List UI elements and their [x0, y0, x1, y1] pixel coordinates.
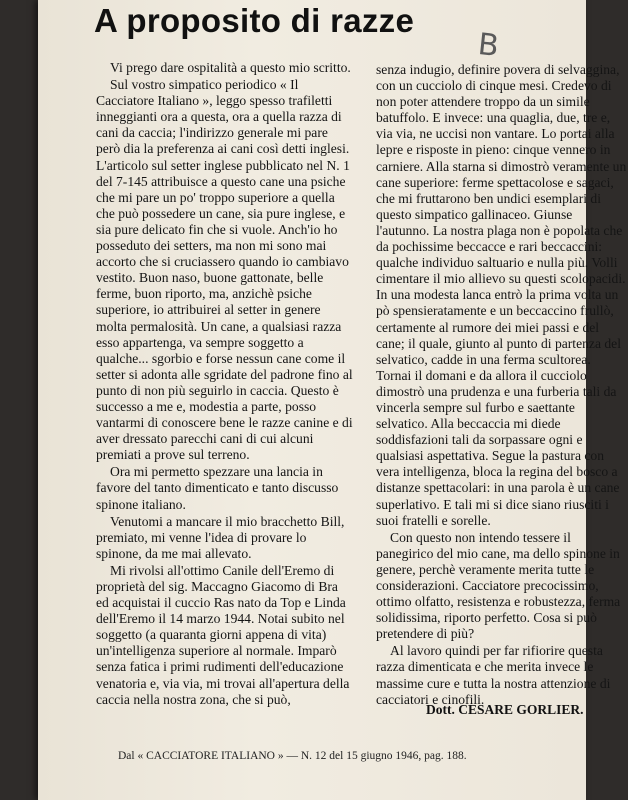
source-footer: Dal « CACCIATORE ITALIANO » — N. 12 del 15 giugno 1946, pag. 188. [118, 750, 467, 762]
handwritten-mark: B [476, 27, 501, 64]
left-column [96, 60, 354, 709]
paragraph: Ora mi permetto spezzare una lancia in favore del tanto dimenticato e tanto discusso spinone italiano. [96, 464, 339, 512]
paragraph: Vi prego dare ospitalità a questo mio scritto. [110, 60, 351, 75]
article-title: A proposito di razze [94, 2, 415, 39]
newspaper-clipping [38, 0, 627, 800]
author-signature: Dott. CESARE GORLIER. [426, 702, 584, 717]
paragraph: senza indugio, definire povera di selvaggina, con un cucciolo di cinque mesi. Credevo di non poter attendere troppo da un simile batuffolo. E invece: una quaglia, due, tre e, via via, ne uccisi non vantare. Lo portai alla lepre e risposte in pieno: cinque vennero in carniere. Alla starna si dimostrò veramente un cane superiore: ferme spettacolose e sagaci, che mi fruttarono ben undici esemplari di questo simpatico gallinaceo. Giunse l'autunno. La nostra plaga non è popolata che da pochissime beccacce e rari beccaccini: qualche individuo saltuario e nulla più. Volli cimentare il mio allievo su questi scolopacidi. In una modesta lanca entrò la prima volta un pò spensieratamente e un beccaccino frullò, certamente al rumore dei miei passi e del cane; il quale, giunto al punto di partenza del selvatico, cadde in una ferma scultorea. Tornai il domani e da allora il cucciolo dimostrò una prudenza e una furberia tali da vincerla sempre sul furbo e saettante selvatico. Alla beccaccia mi diede soddisfazioni tali da sorpassare ogni e qualsiasi aspettativa. Segue la pastura con vera intelligenza, bloca la regina del bosco a distanze spettacolari: in una parola è un cane superlativo. E tali mi si dice siano riusciti i suoi fratelli e sorelle. [376, 62, 627, 528]
paragraph: Mi rivolsi all'ottimo Canile dell'Eremo di proprietà del sig. Maccagno Giacomo di Bra ed acquistai il cuccio Ras nato da Top e Linda dell'Eremo il 14 marzo 1944. Notai subito nel soggetto (a quaranta giorni appena di vita) un'intelligenza superiore al normale. Imparò senza fatica i primi rudimenti dell'educazione venatoria e, via via, mi trovai all'apertura della caccia nella nostra zona, che si può, [96, 562, 350, 707]
paragraph: Con questo non intendo tessere il panegirico del mio cane, ma dello spinone in genere, perchè veramente merita tutte le considerazioni. Cacciatore precocissimo, ottimo olfatto, resistenza e robustezza, ferma solidissima, riporto perfetto. Cosa si può pretendere di più? [376, 529, 621, 642]
right-column [376, 62, 628, 709]
paragraph: Al lavoro quindi per far rifiorire questa razza dimenticata e che merita invece le massime cure e tutta la nostra attenzione di cacciatori e cinofili. [376, 643, 611, 707]
paragraph: Venutomi a mancare il mio bracchetto Bill, premiato, mi venne l'idea di provare lo spinone, da me mai allevato. [96, 513, 345, 561]
paragraph: Sul vostro simpatico periodico « Il Cacciatore Italiano », leggo spesso trafiletti inneggianti ora a questa, ora a quella razza di cani da caccia; l'indirizzo generale mi pare però dia la preferenza ai cani così detti inglesi. L'articolo sul setter inglese pubblicato nel N. 1 del 7-145 attribuisce a questo cane una psiche che mi pare un po' troppo superiore a quella che può possedere un cane, sia pure inglese, e sia pure delicato fin che si vuole. Anch'io ho posseduto dei setters, ma non mi sono mai accorto che si cruciassero quando io cambiavo vestito. Buon naso, buone gattonate, belle ferme, buon riporto, ma, anzichè psiche superiore, io attribuirei al setter in genere molta permalosità. Un cane, a qualsiasi razza esso appartenga, va sempre soggetto a qualche... sgorbio e forse nessun cane come il setter si adonta alle sgridate del padrone fino al punto di non più seguirlo in caccia. Questo è successo a me e, modestia a parte, posso vantarmi di conoscere bene le razze canine e di aver dressato parecchi cani di cui alcuni premiati a prove sul terreno. [96, 77, 353, 463]
